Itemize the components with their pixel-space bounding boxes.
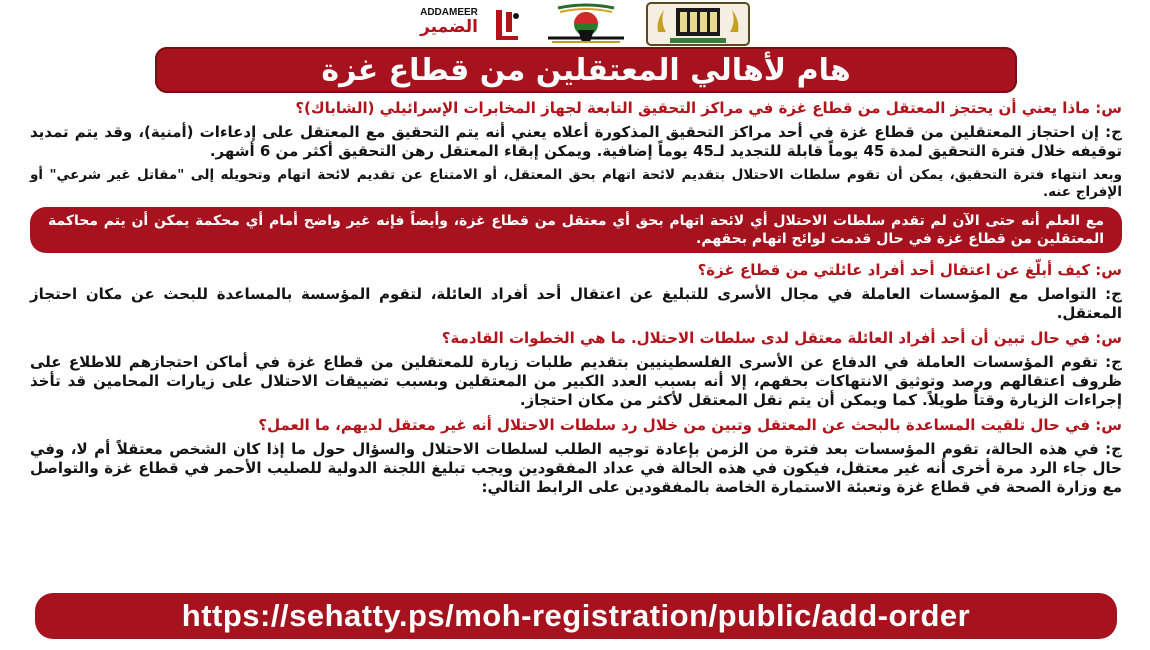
qa-section bbox=[30, 99, 1122, 253]
question-4: س: في حال تلقيت المساعدة بالبحث عن المعتقل وتبين من خلال رد سلطات الاحتلال أنه غير معتقل لديهم، ما العمل؟ bbox=[258, 416, 1122, 434]
answer-4: ج: في هذه الحالة، تقوم المؤسسات بعد فترة من الزمن بإعادة توجيه الطلب لسلطات الاحتلال والسؤال حول ما إذا كان الشخص معتقلاً أم لا، وفي حال جاء الرد مرة أخرى أنه غير معتقل، فيكون في هذه الحالة في عداد المفقودين ويجب تبليغ اللجنة الدولية للصليب الأحمر في قطاع غزة والتواصل مع وزارة الصحة في قطاع غزة وتعبئة الاستمارة الخاصة بالمفقودين على الرابط التالي: bbox=[30, 440, 1122, 496]
addameer-logo-en-text: ADDAMEER bbox=[420, 7, 478, 18]
question-3: س: في حال تبين أن أحد أفراد العائلة معتقل لدى سلطات الاحتلال. ما هي الخطوات القادمة؟ bbox=[441, 329, 1122, 347]
answer-2: ج: التواصل مع المؤسسات العاملة في مجال الأسرى للتبليغ عن اعتقال أحد أفراد العائلة، لتقوم المؤسسة بالمساعدة للبحث عن مكان احتجاز المعتقل. bbox=[30, 285, 1122, 322]
title-banner bbox=[155, 47, 1017, 93]
note-banner: مع العلم أنه حتى الآن لم تقدم سلطات الاحتلال أي لائحة اتهام بحق أي معتقل من قطاع غزة، وأيضاً فإنه غير واضح أمام أي محكمة يمكن أن يتم محاكمة المعتقلين من قطاع غزة في حال قدمت لوائح اتهام بحقهم. bbox=[30, 207, 1122, 253]
answer-1-continued: وبعد انتهاء فترة التحقيق، يمكن أن تقوم سلطات الاحتلال بتقديم لائحة اتهام بحق المعتقل، أو الامتناع عن تقديم لائحة اتهام وتحويله إلى "مقاتل غير شرعي" أو الإفراج عنه. bbox=[30, 167, 1122, 200]
page-title: هام لأهالي المعتقلين من قطاع غزة bbox=[321, 52, 851, 88]
qa-section bbox=[30, 261, 1122, 323]
qa-section bbox=[30, 329, 1122, 410]
answer-1: ج: إن احتجاز المعتقلين من قطاع غزة في أحد مراكز التحقيق المذكورة أعلاه يعني أنه يتم التحقيق مع المعتقل على إدعاءات (أمنية)، وقد يتم تمديد توقيفه خلال فترة التحقيق لمدة 45 يوماً قابلة للتجديد لـ45 يوماً إضافية. ويمكن إبقاء المعتقل رهن التحقيق أكثر من 6 أشهر. bbox=[30, 123, 1122, 160]
addameer-logo-ar-text: الضمير bbox=[420, 17, 478, 37]
addameer-logo bbox=[400, 2, 528, 46]
registration-link[interactable]: https://sehatty.ps/moh-registration/public/add-order bbox=[181, 598, 971, 633]
answer-3: ج: تقوم المؤسسات العاملة في الدفاع عن الأسرى الفلسطينيين بتقديم طلبات زيارة للمعتقلين من قطاع غزة في أماكن احتجازهم للاطلاع على ظروف اعتقالهم ورصد وتوثيق الانتهاكات بحقهم، إلا أنه بسبب العدد الكبير من المعتقلين وبسبب تضييقات الاحتلال على زيارات المحامين قد تأخذ إجراءات الزيارة وقتاً طويلاً. كما ويمكن أن يتم نقل المعتقل لأكثر من مكان احتجاز. bbox=[30, 353, 1122, 409]
url-banner[interactable] bbox=[35, 593, 1117, 639]
header-logos bbox=[400, 2, 750, 46]
qa-content bbox=[30, 99, 1122, 503]
ministry-logo bbox=[538, 2, 634, 46]
qa-section bbox=[30, 416, 1122, 497]
question-2: س: كيف أبلّغ عن اعتقال أحد أفراد عائلتي من قطاع غزة؟ bbox=[697, 261, 1122, 279]
question-1: س: ماذا يعني أن يحتجز المعتقل من قطاع غزة في مراكز التحقيق التابعة لجهاز المخابرات الإسرائيلي (الشاباك)؟ bbox=[295, 99, 1122, 117]
prison-emblem bbox=[646, 2, 750, 46]
addameer-mark-icon bbox=[492, 6, 522, 42]
